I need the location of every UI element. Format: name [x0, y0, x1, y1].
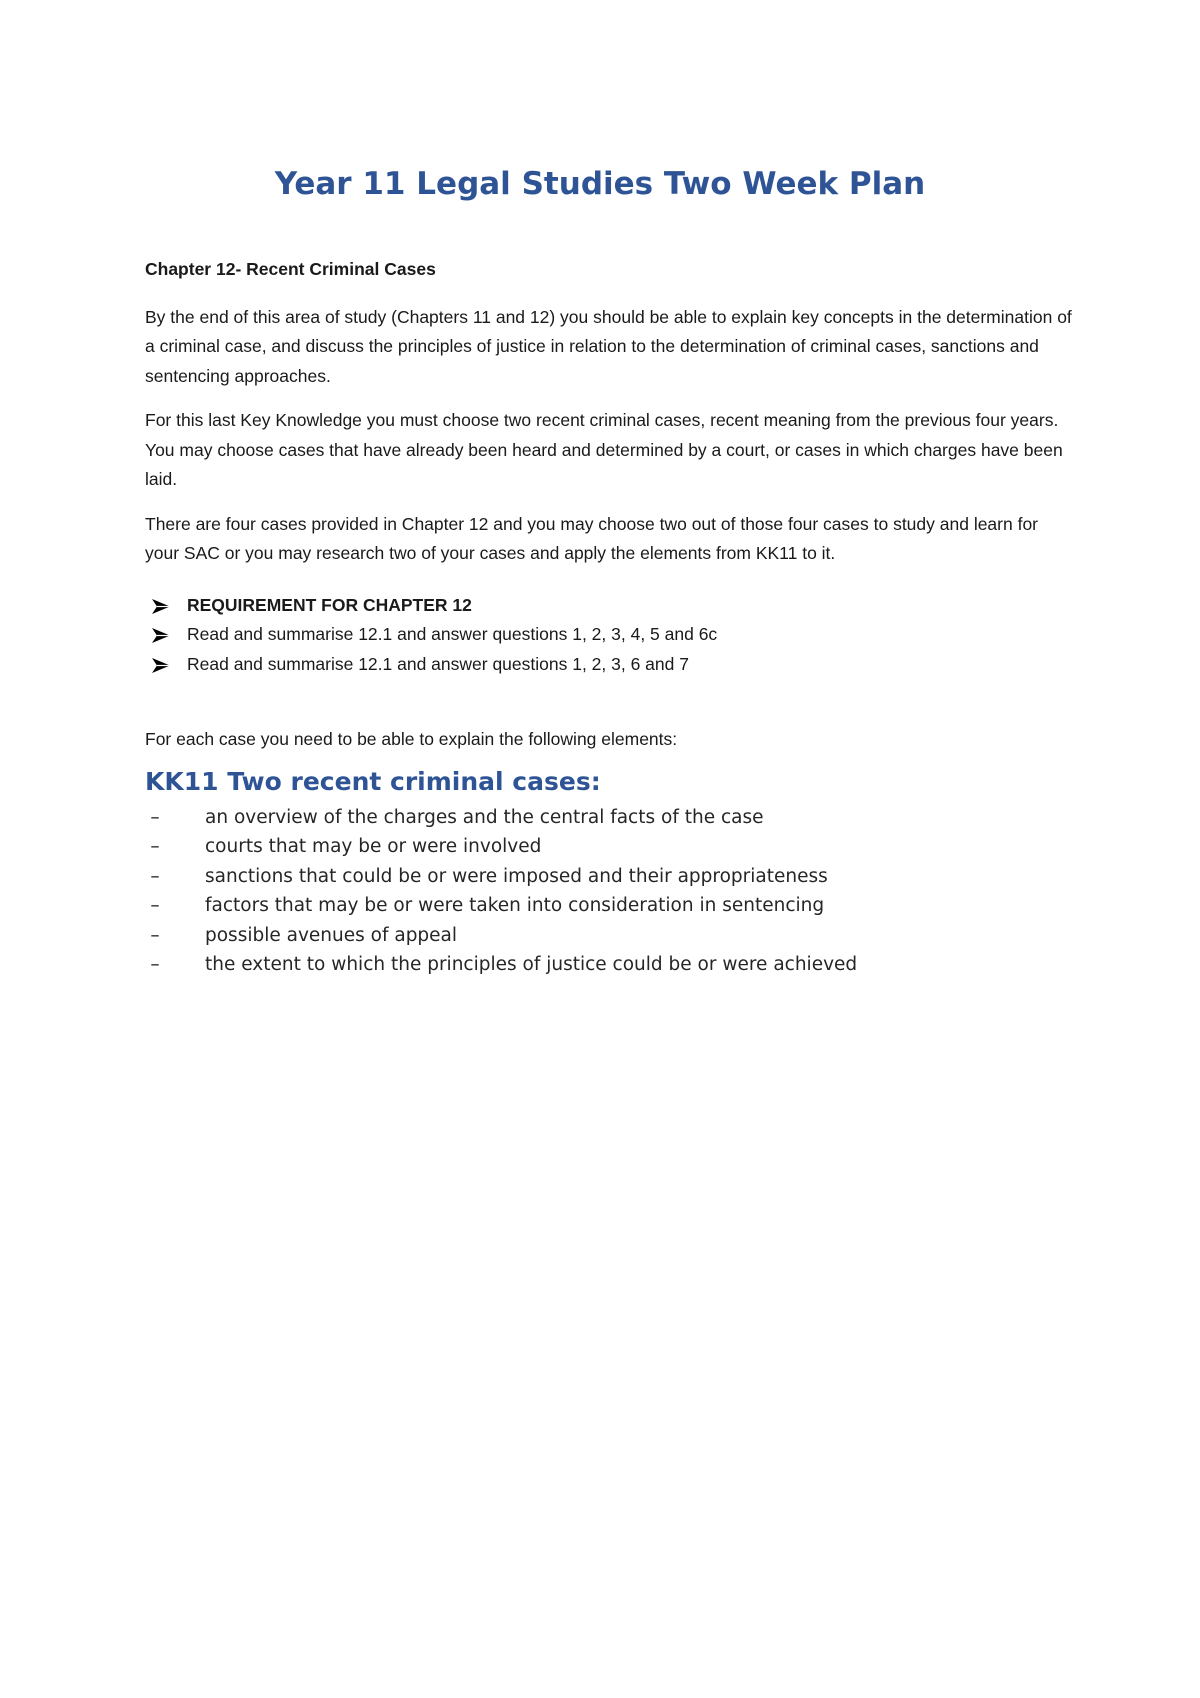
requirements-heading-item — [187, 591, 1075, 621]
requirement-item — [187, 650, 1075, 680]
dash-bullet-icon: – — [150, 924, 160, 946]
requirement-text: Read and summarise 12.1 and answer questions 1, 2, 3, 4, 5 and 6c — [187, 624, 718, 644]
element-item — [145, 803, 1075, 833]
elements-lead-in: For each case you need to be able to explain the following elements: — [145, 729, 678, 749]
cases-paragraph: There are four cases provided in Chapter 12 and you may choose two out of those four cases to study and learn for your SAC or you may research two of your cases and apply the elements from KK11 to it. — [145, 513, 1039, 563]
arrowhead-bullet-icon — [151, 598, 171, 615]
dash-bullet-icon: – — [150, 865, 160, 887]
document-title: Year 11 Legal Studies Two Week Plan — [274, 166, 926, 202]
element-text: possible avenues of appeal — [205, 924, 458, 946]
element-text: sanctions that could be or were imposed and their appropriateness — [205, 865, 828, 887]
requirement-item — [187, 620, 1075, 650]
requirements-heading-text: REQUIREMENT FOR CHAPTER 12 — [187, 594, 472, 615]
element-item — [145, 862, 1075, 892]
chapter-heading: Chapter 12- Recent Criminal Cases — [145, 259, 436, 279]
arrowhead-bullet-icon — [151, 627, 171, 644]
dash-bullet-icon: – — [150, 806, 160, 828]
intro-paragraph: By the end of this area of study (Chapters 11 and 12) you should be able to explain key concepts in the determination of a criminal case, and discuss the principles of justice in relation to the determination of criminal cases, sanctions and sentencing approaches. — [145, 306, 1072, 386]
element-text: factors that may be or were taken into consideration in sentencing — [205, 895, 825, 916]
element-text: an overview of the charges and the central facts of the case — [205, 806, 764, 828]
key-knowledge-paragraph: For this last Key Knowledge you must choose two recent criminal cases, recent meaning from the previous four years. You may choose cases that have already been heard and determined by a court, or cases in which charges have been laid. — [145, 410, 1063, 489]
dash-bullet-icon: – — [150, 895, 160, 916]
element-item — [145, 832, 1075, 862]
dash-bullet-icon: – — [150, 954, 160, 975]
requirements-list — [145, 591, 1075, 680]
element-text: the extent to which the principles of justice could be or were achieved — [205, 954, 858, 975]
element-item — [145, 950, 1075, 980]
elements-list — [145, 803, 1075, 980]
arrowhead-bullet-icon — [151, 657, 171, 674]
element-item — [145, 891, 1075, 921]
kk11-heading: KK11 Two recent criminal cases: — [145, 766, 601, 796]
element-text: courts that may be or were involved — [205, 836, 542, 857]
dash-bullet-icon: – — [150, 836, 160, 857]
element-item — [145, 921, 1075, 951]
document-body — [145, 255, 1075, 980]
requirement-text: Read and summarise 12.1 and answer questions 1, 2, 3, 6 and 7 — [187, 653, 689, 674]
